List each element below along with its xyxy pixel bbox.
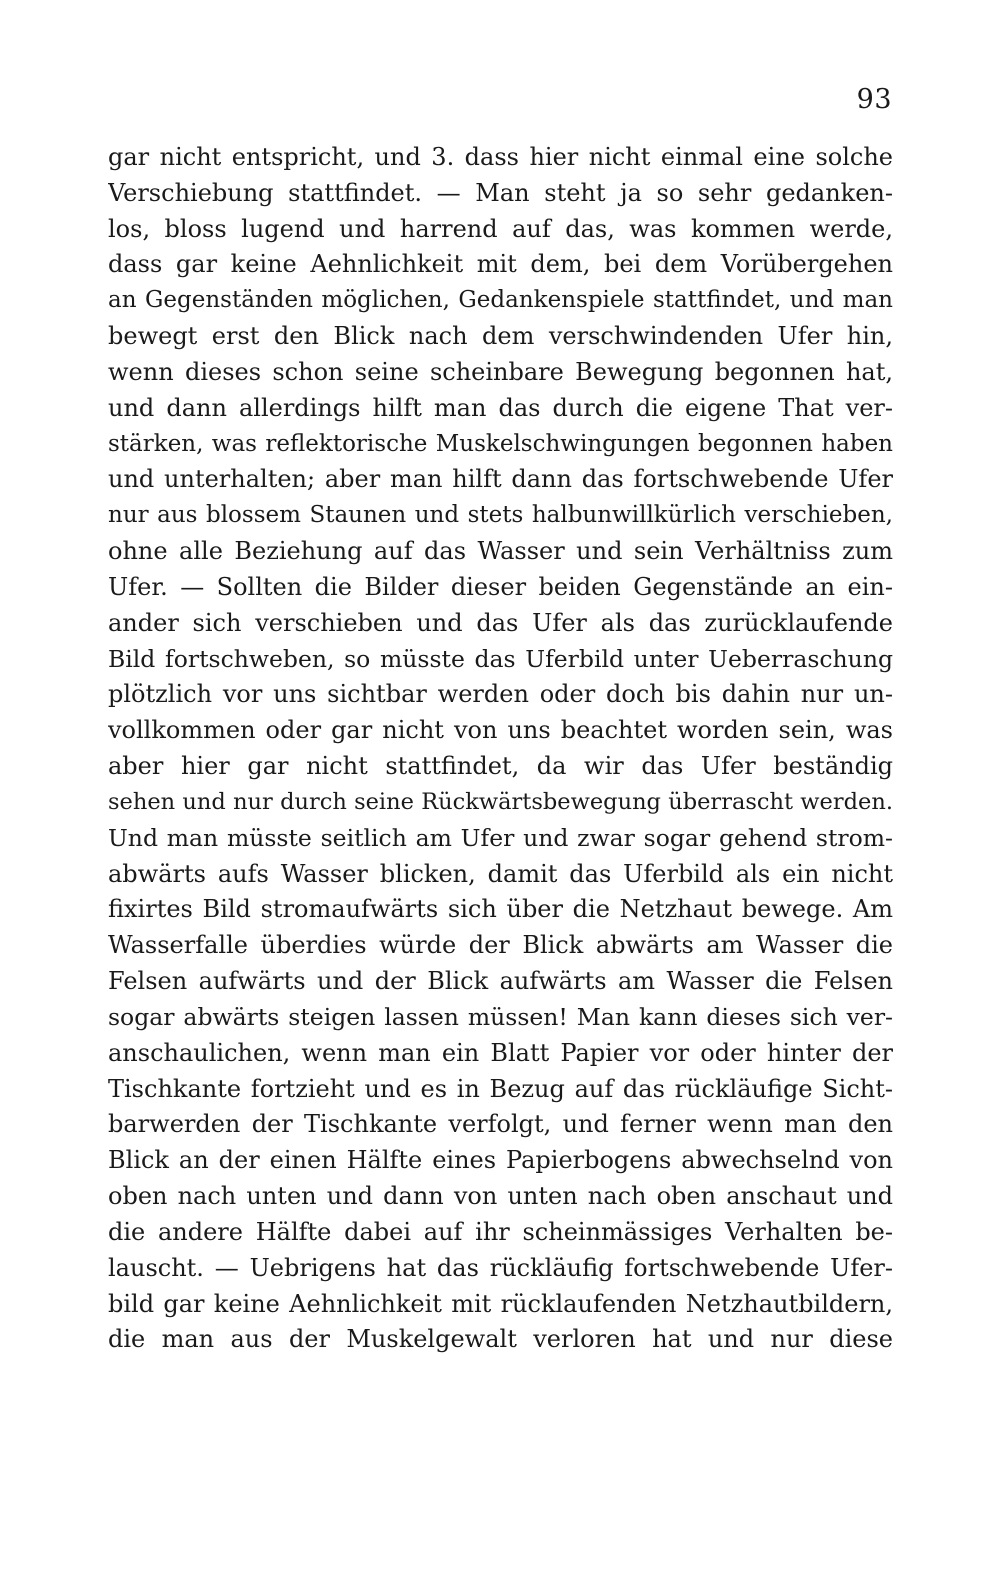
text-line: Ufer. — Sollten die Bilder dieser beiden Gegenstände an ein- [108, 572, 893, 601]
text-line: ohne alle Beziehung auf das Wasser und sein Verhältniss zum [108, 537, 893, 566]
text-line: gar nicht entspricht, und 3. dass hier nicht einmal eine solche [108, 143, 893, 171]
text-line: barwerden der Tischkante verfolgt, und ferner wenn man den [108, 1110, 893, 1139]
page-number: 93 [856, 84, 892, 115]
text-line: bewegt erst den Blick nach dem verschwindenden Ufer hin, [108, 322, 893, 351]
text-line: ander sich verschieben und das Ufer als das zurücklaufende [108, 608, 893, 637]
text-line: und dann allerdings hilft man das durch die eigene That ver- [108, 393, 893, 422]
text-line: plötzlich vor uns sichtbar werden oder doch bis dahin nur un- [108, 680, 893, 709]
text-line: abwärts aufs Wasser blicken, damit das Uferbild als ein nicht [108, 859, 893, 888]
text-line: und unterhalten; aber man hilft dann das fortschwebende Ufer [108, 465, 893, 494]
text-line: sogar abwärts steigen lassen müssen! Man kann dieses sich ver- [108, 1002, 893, 1031]
text-line: Bild fortschweben, so müsste das Uferbild unter Ueberraschung [108, 644, 893, 673]
text-line: Tischkante fortzieht und es in Bezug auf das rückläufige Sicht- [108, 1074, 893, 1103]
text-line: nur aus blossem Staunen und stets halbunwillkürlich verschieben, [108, 502, 893, 529]
text-line: wenn dieses schon seine scheinbare Bewegung begonnen hat, [108, 357, 893, 386]
text-line: oben nach unten und dann von unten nach oben anschaut und [108, 1182, 893, 1211]
text-line: Felsen aufwärts und der Blick aufwärts am Wasser die Felsen [108, 967, 893, 996]
text-line: die man aus der Muskelgewalt verloren hat und nur diese [108, 1325, 893, 1354]
text-line: Blick an der einen Hälfte eines Papierbogens abwechselnd von [108, 1146, 893, 1175]
text-line: stärken, was reflektorische Muskelschwingungen begonnen haben [108, 430, 893, 457]
text-line: los, bloss lugend und harrend auf das, was kommen werde, [108, 214, 893, 243]
text-line: Verschiebung stattfindet. — Man steht ja so sehr gedanken- [108, 178, 893, 207]
text-line: vollkommen oder gar nicht von uns beachtet worden sein, was [108, 716, 893, 745]
text-line: aber hier gar nicht stattfindet, da wir das Ufer beständig [108, 752, 893, 781]
text-line: die andere Hälfte dabei auf ihr scheinmässiges Verhalten be- [108, 1217, 893, 1246]
body-text [108, 140, 893, 1358]
text-line: Und man müsste seitlich am Ufer und zwar sogar gehend strom- [108, 823, 893, 852]
text-line: anschaulichen, wenn man ein Blatt Papier vor oder hinter der [108, 1038, 893, 1067]
text-line: dass gar keine Aehnlichkeit mit dem, bei dem Vorübergehen [108, 250, 893, 279]
text-line: lauscht. — Uebrigens hat das rückläufig fortschwebende Ufer- [108, 1253, 893, 1282]
text-line: an Gegenständen möglichen, Gedankenspiele stattfindet, und man [108, 287, 893, 314]
text-line: bild gar keine Aehnlichkeit mit rücklaufenden Netzhautbildern, [108, 1289, 893, 1318]
text-line: sehen und nur durch seine Rückwärtsbewegung überrascht werden. [108, 788, 893, 815]
text-line: Wasserfalle überdies würde der Blick abwärts am Wasser die [108, 931, 893, 960]
text-line: fixirtes Bild stromaufwärts sich über die Netzhaut bewege. Am [108, 895, 893, 924]
